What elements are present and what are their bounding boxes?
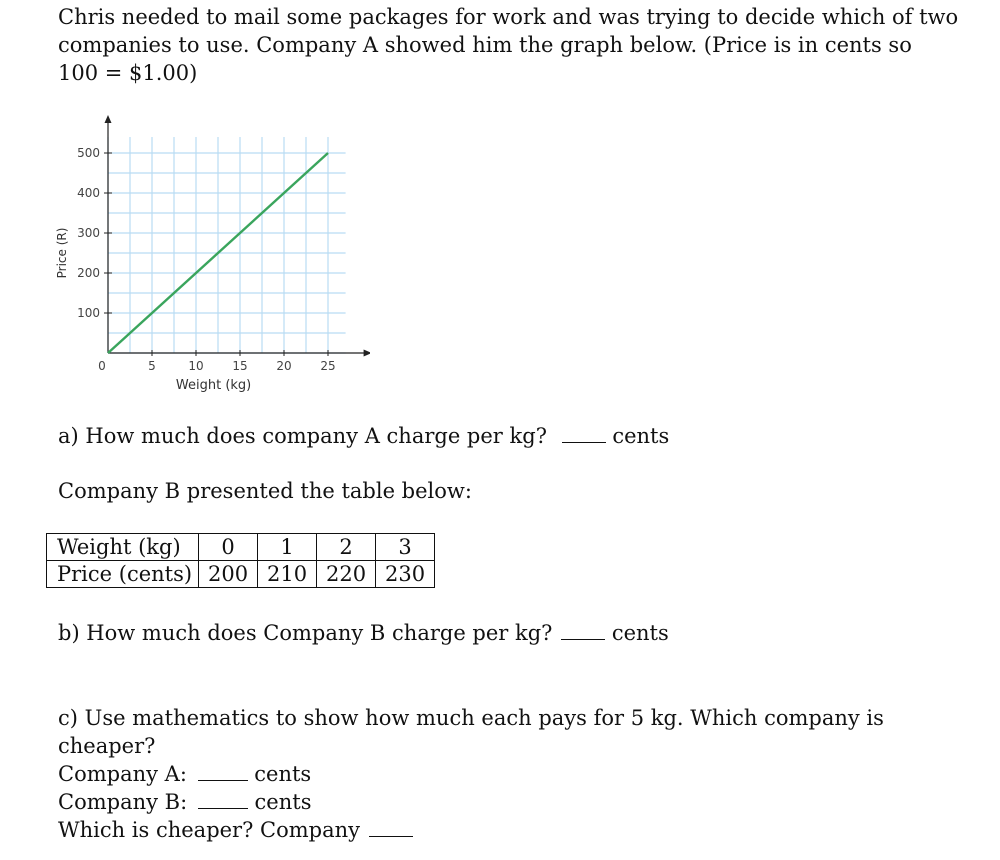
question-c-line-2: cheaper?: [58, 734, 156, 758]
intro-line-3: 100 = $1.00): [58, 61, 198, 85]
x-tick-label: 5: [148, 359, 156, 373]
company-a-cost-blank[interactable]: [198, 762, 248, 781]
table-cell: 2: [317, 534, 376, 561]
question-b-text: b) How much does Company B charge per kg?: [58, 621, 553, 645]
company-a-answer-row: [58, 760, 884, 788]
intro-line-2: companies to use. Company A showed him the graph below. (Price is in cents so: [58, 33, 912, 57]
answer-b-blank[interactable]: [561, 621, 605, 640]
intro-line-1: Chris needed to mail some packages for work and was trying to decide which of two: [58, 5, 959, 29]
question-b-unit: cents: [611, 621, 669, 645]
table-cell: 1: [258, 534, 317, 561]
question-b: [58, 619, 669, 647]
x-tick-label: 0: [98, 359, 106, 373]
x-tick-label: 20: [276, 359, 292, 373]
company-a-label: Company A:: [58, 762, 187, 786]
x-tick-label: 25: [320, 359, 336, 373]
y-tick-label: 500: [77, 146, 100, 160]
company-a-price-chart: [50, 108, 370, 398]
y-axis-label: Price (R): [55, 227, 69, 279]
question-c: [58, 704, 884, 844]
x-tick-label: 10: [188, 359, 204, 373]
table-cell: 220: [317, 561, 376, 588]
company-b-answer-row: [58, 788, 884, 816]
table-cell: 0: [199, 534, 258, 561]
table-row-price: [47, 561, 435, 588]
question-a-unit: cents: [612, 424, 670, 448]
table-row-header: Weight (kg): [47, 534, 199, 561]
table-cell: 3: [376, 534, 435, 561]
table-row-weight: [47, 534, 435, 561]
table-row-header: Price (cents): [47, 561, 199, 588]
y-tick-label: 300: [77, 226, 100, 240]
which-cheaper-row: [58, 816, 884, 844]
question-c-line-1: c) Use mathematics to show how much each pays for 5 kg. Which company is: [58, 706, 884, 730]
y-tick-label: 200: [77, 266, 100, 280]
question-a: [58, 422, 669, 450]
intro-paragraph: [58, 3, 958, 87]
company-b-table: [46, 533, 435, 588]
company-b-intro: Company B presented the table below:: [58, 479, 472, 503]
answer-a-blank[interactable]: [562, 424, 606, 443]
which-cheaper-blank[interactable]: [369, 818, 413, 837]
question-a-text: a) How much does company A charge per kg?: [58, 424, 547, 448]
table-cell: 230: [376, 561, 435, 588]
company-b-label: Company B:: [58, 790, 188, 814]
x-axis-label: Weight (kg): [175, 378, 252, 393]
y-axis-arrow: [105, 115, 112, 123]
company-b-cost-blank[interactable]: [198, 790, 248, 809]
x-axis-arrow: [364, 350, 370, 357]
table-cell: 210: [258, 561, 317, 588]
y-tick-label: 100: [77, 306, 100, 320]
which-cheaper-label: Which is cheaper? Company: [58, 818, 361, 842]
y-tick-label: 400: [77, 186, 100, 200]
company-b-unit: cents: [254, 790, 312, 814]
x-tick-label: 15: [232, 359, 248, 373]
table-cell: 200: [199, 561, 258, 588]
company-a-unit: cents: [254, 762, 312, 786]
